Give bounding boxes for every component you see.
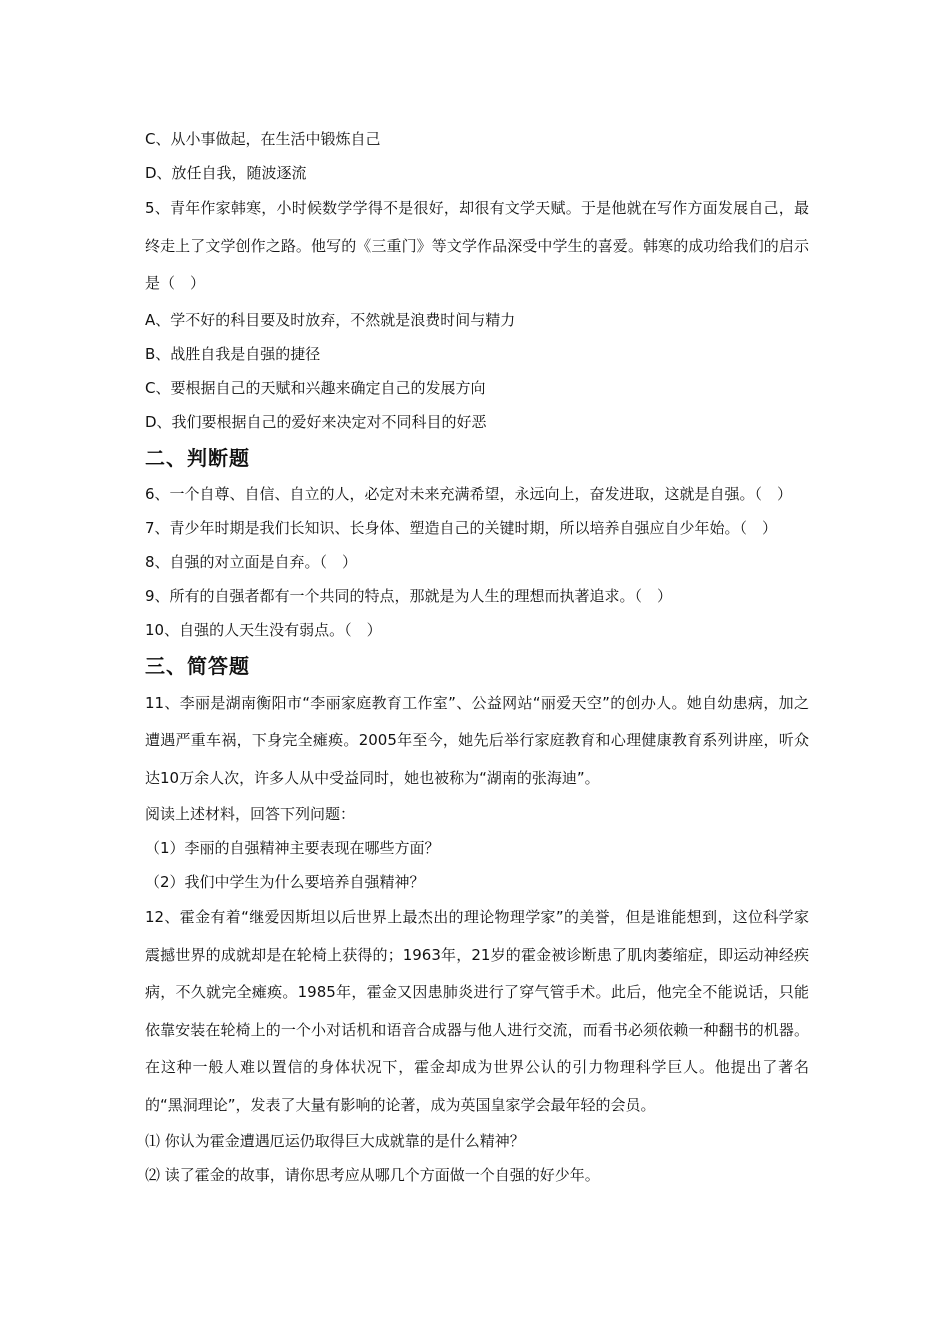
q12-stem: 12、霍金有着“继爱因斯坦以后世界上最杰出的理论物理学家”的美誉，但是谁能想到，这位科学家震撼世界的成就却是在轮椅上获得的；1963年，21岁的霍金被诊断患了肌肉萎缩症，即运动神经疾病，不久就完全瘫痪。1985年，霍金又因患肺炎进行了穿气管手术。此后，他完全不能说话，只能依靠安装在轮椅上的一个小对话机和语音合成器与他人进行交流，而看书必须依赖一种翻书的机器。在这种一般人难以置信的身体状况下，霍金却成为世界公认的引力物理科学巨人。他提出了著名的“黑洞理论”，发表了大量有影响的论著，成为英国皇家学会最年轻的会员。 bbox=[145, 908, 809, 1114]
q10: 10、自强的人天生没有弱点。（ ） bbox=[145, 620, 382, 639]
q11-stem: 11、李丽是湖南衡阳市“李丽家庭教育工作室”、公益网站“丽爱天空”的创办人。她自幼患病，加之遭遇严重车祸，下身完全瘫痪。2005年至今，她先后举行家庭教育和心理健康教育系列讲座，听众达10万余人次，许多人从中受益同时，她也被称为“湖南的张海迪”。 bbox=[145, 693, 809, 787]
section-title-short-answer: 三、简答题 bbox=[145, 653, 250, 678]
q4-option-d: D、放任自我，随波逐流 bbox=[145, 164, 307, 182]
q4-option-c: C、从小事做起，在生活中锻炼自己 bbox=[145, 130, 381, 148]
q5-option-a: A、学不好的科目要及时放弃，不然就是浪费时间与精力 bbox=[145, 310, 516, 329]
q5-option-b: B、战胜自我是自强的捷径 bbox=[145, 344, 321, 363]
q11-prompt: 阅读上述材料，回答下列问题： bbox=[145, 805, 356, 823]
q5-option-c: C、要根据自己的天赋和兴趣来确定自己的发展方向 bbox=[145, 378, 486, 397]
q12-sub2: ⑵ 读了霍金的故事，请你思考应从哪几个方面做一个自强的好少年。 bbox=[145, 1166, 600, 1184]
q8: 8、自强的对立面是自弃。（ ） bbox=[145, 552, 358, 571]
document-body bbox=[145, 122, 809, 1192]
q9: 9、所有的自强者都有一个共同的特点，那就是为人生的理想而执著追求。（ ） bbox=[145, 586, 673, 605]
q11-sub1: （1）李丽的自强精神主要表现在哪些方面？ bbox=[145, 839, 440, 857]
q11-sub2: （2）我们中学生为什么要培养自强精神？ bbox=[145, 873, 425, 891]
q12-sub1: ⑴ 你认为霍金遭遇厄运仍取得巨大成就靠的是什么精神？ bbox=[145, 1132, 525, 1150]
q7: 7、青少年时期是我们长知识、长身体、塑造自己的关键时期，所以培养自强应自少年始。（ ） bbox=[145, 518, 778, 537]
q5-option-d: D、我们要根据自己的爱好来决定对不同科目的好恶 bbox=[145, 412, 487, 431]
section-title-true-false: 二、判断题 bbox=[145, 445, 250, 470]
q6: 6、一个自尊、自信、自立的人，必定对未来充满希望，永远向上，奋发进取，这就是自强。（ ） bbox=[145, 484, 793, 503]
q5-stem: 5、青年作家韩寒，小时候数学学得不是很好，却很有文学天赋。于是他就在写作方面发展自己，最终走上了文学创作之路。他写的《三重门》等文学作品深受中学生的喜爱。韩寒的成功给我们的启示是（ ） bbox=[145, 199, 809, 292]
